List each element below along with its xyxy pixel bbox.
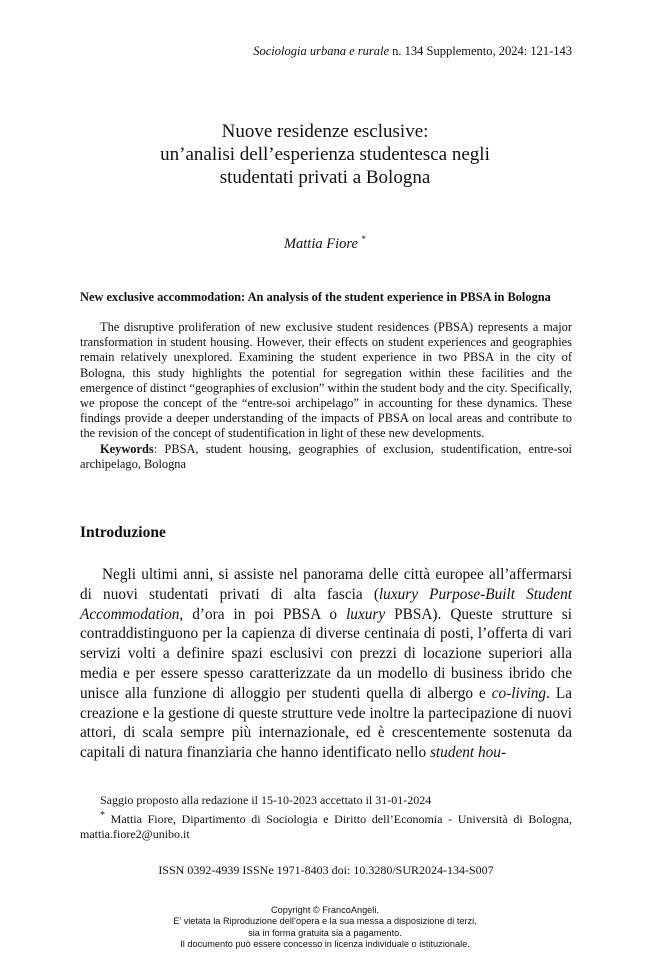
title-line-1: Nuove residenze esclusive: — [221, 121, 429, 142]
copyright-line-3: sia in forma gratuita sia a pagamento. — [248, 927, 402, 938]
italic-term: luxury — [346, 605, 386, 623]
italic-term: co-living — [491, 684, 547, 702]
english-title: New exclusive accommodation: An analysis of the student experience in PBSA in Bologna — [80, 290, 551, 304]
article-title — [80, 120, 570, 189]
copyright-line-4: Il documento può essere concesso in licenza individuale o istituzionale. — [180, 939, 470, 950]
footnote-mark: * — [100, 810, 105, 821]
keywords — [80, 442, 572, 472]
author-affiliation: Mattia Fiore, Dipartimento di Sociologia e Diritto dell’Economia - Università di Bologna, mattia.fiore2@unibo.it — [80, 812, 572, 841]
body-text — [80, 565, 572, 763]
abstract — [80, 320, 572, 472]
journal-name: Sociologia urbana e rurale — [253, 44, 390, 58]
section-heading: Introduzione — [80, 524, 166, 541]
author-footnote — [80, 808, 572, 842]
abstract-text: The disruptive proliferation of new exclusive student residences (PBSA) represents a major transformation in student housing. However, their effects on student experiences and geographies remain relatively unexplored. Examining the student experience in two PBSA in the city of Bologna, this study highlights the potential for segregation within these facilities and the emergence of distinct “geographies of exclusion” within the student body and the city. Specifically, we propose the concept of the “entre-soi archipelago” in accounting for these dynamics. These findings provide a deeper understanding of the impacts of PBSA on local areas and contribute to the revision of the concept of studentification in light of these new developments. — [80, 320, 572, 441]
submission-note: Saggio proposto alla redazione il 15-10-2023 accettato il 31-01-2024 — [100, 793, 432, 807]
keywords-label: Keywords — [100, 441, 154, 456]
italic-term: student hou- — [429, 744, 507, 762]
text-run: Negli ultimi anni, si assiste nel panorama delle città europee all’affermarsi di nuovi studentati privati di alta fascia ( — [80, 566, 572, 603]
footnotes — [80, 793, 572, 842]
copyright-line-1: Copyright © FrancoAngeli. — [271, 905, 379, 915]
italic-term: luxury Purpose-Built Student Accommodation — [80, 585, 572, 623]
text-run: , d’ora in poi PBSA o — [179, 605, 347, 623]
paragraph — [80, 565, 572, 763]
keywords-list: : PBSA, student housing, geographies of exclusion, studentification, entre-soi archipelago, Bologna — [80, 441, 572, 471]
author-footnote-mark: * — [361, 234, 367, 244]
issue-info: n. 134 Supplemento, 2024: 121-143 — [389, 44, 572, 58]
copyright-line-2: E’ vietata la Riproduzione dell’opera e la sua messa a disposizione di terzi, — [173, 916, 477, 927]
title-line-3: studentati privati a Bologna — [219, 167, 431, 188]
text-run: . La creazione e la gestione di queste strutture vede inoltre la partecipazione di nuovi attori, di scala sempre più internazionale, ed è crescentemente sostenuta da capitali di natura finanziaria che hanno identificato nello — [80, 684, 572, 762]
text-run: PBSA). Queste strutture si contraddistinguono per la capienza di diverse centinaia di posti, l’offerta di vari servizi volti a definire spazi esclusivi con prezzi di locazione superiori alla media e per essere spesso caratterizzate da un modello di business ibrido che unisce alla funzione di alloggio per studenti quella di albergo e — [80, 605, 573, 702]
author-line — [80, 234, 570, 253]
running-header — [253, 44, 572, 59]
issn-doi: ISSN 0392-4939 ISSNe 1971-8403 doi: 10.3280/SUR2024-134-S007 — [158, 863, 494, 877]
author-name: Mattia Fiore — [283, 235, 358, 252]
copyright-notice — [60, 905, 590, 951]
title-line-2: un’analisi dell’esperienza studentesca negli — [160, 144, 490, 165]
